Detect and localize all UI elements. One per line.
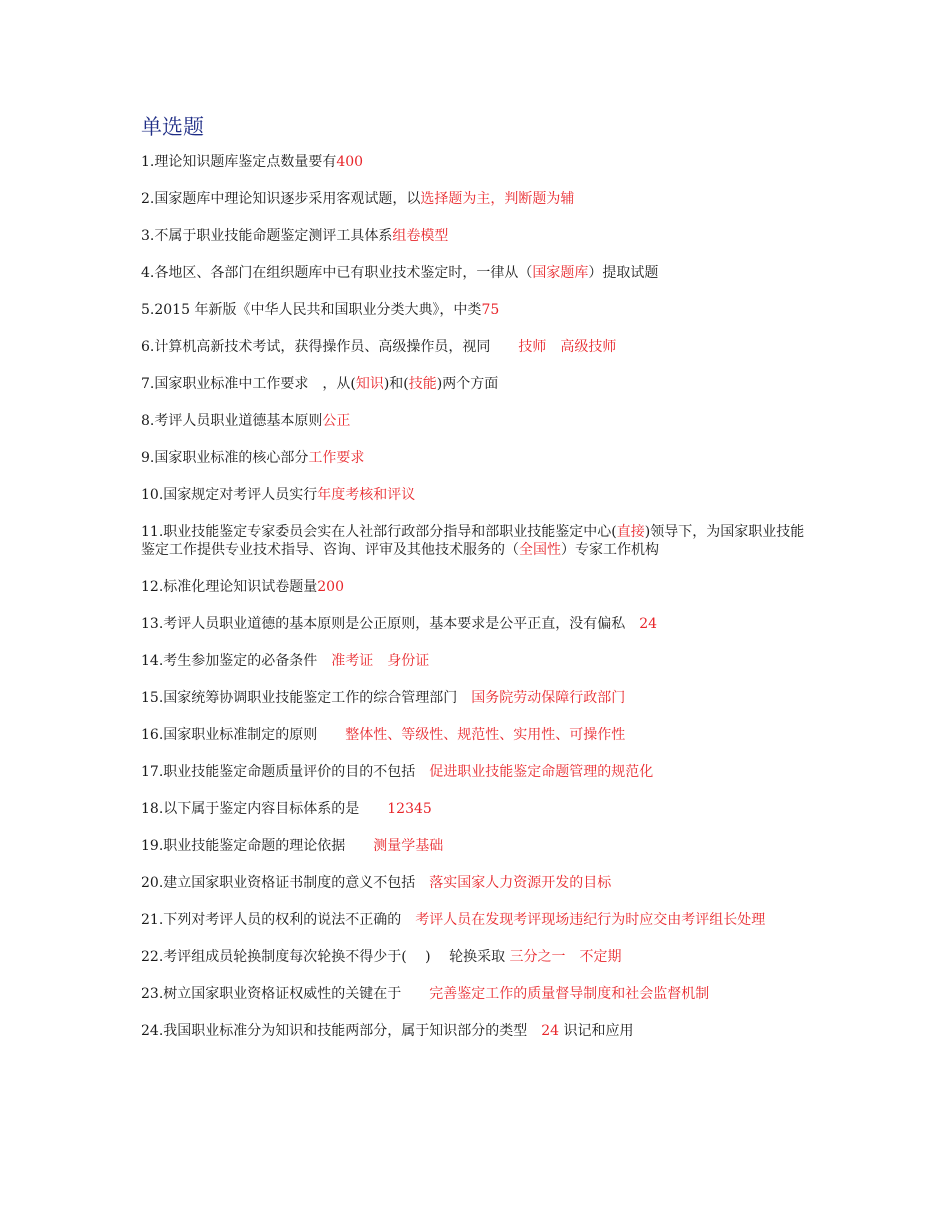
question-text: 树立国家职业资格证权威性的关键在于 (163, 986, 430, 1002)
question-number: 3. (141, 228, 155, 244)
answer-text: 技师 高级技师 (518, 339, 617, 355)
question-number: 9. (141, 450, 155, 466)
question-number: 21. (141, 912, 164, 928)
question-number: 23. (141, 986, 164, 1002)
section-title: 单选题 (141, 115, 204, 139)
question-text: )领导下，为国家职业技能鉴定工作提供专业技术指导、咨询、评审及其他技术服务的（ (141, 524, 805, 558)
question-number: 24. (141, 1023, 164, 1039)
question-item (141, 153, 811, 171)
question-item (141, 449, 811, 467)
answer-text: 促进职业技能鉴定命题管理的规范化 (429, 764, 654, 780)
answer-text: 落实国家人力资源开发的目标 (429, 875, 612, 891)
question-text: 不属于职业技能命题鉴定测评工具体系 (154, 228, 393, 244)
question-text: 2015 年新版《中华人民共和国职业分类大典》，中类 (154, 302, 482, 318)
question-item (141, 985, 811, 1003)
question-number: 16. (141, 727, 164, 743)
question-text: 我国职业标准分为知识和技能两部分，属于知识部分的类型 (163, 1023, 542, 1039)
question-item (141, 652, 811, 670)
question-number: 5. (141, 302, 155, 318)
question-item (141, 726, 811, 744)
answer-text: 知识 (355, 376, 384, 392)
question-number: 22. (141, 949, 164, 965)
question-item (141, 486, 811, 504)
question-number: 11. (141, 524, 164, 540)
question-text: 考评人员职业道德的基本原则是公正原则，基本要求是公平正直，没有偏私 (163, 616, 640, 632)
question-item (141, 578, 811, 596)
question-number: 10. (141, 487, 164, 503)
answer-text: 组卷模型 (392, 228, 449, 244)
question-item (141, 227, 811, 245)
question-text: 考生参加鉴定的必备条件 (163, 653, 332, 669)
question-text: 职业技能鉴定命题质量评价的目的不包括 (163, 764, 430, 780)
answer-text: 75 (481, 302, 500, 318)
answer-text: 准考证 身份证 (331, 653, 430, 669)
question-item (141, 689, 811, 707)
question-text: 计算机高新技术考试，获得操作员、高级操作员，视同 (154, 339, 519, 355)
answer-text: 24 (541, 1023, 560, 1039)
question-item (141, 874, 811, 892)
question-item (141, 301, 811, 319)
answer-text: 测量学基础 (373, 838, 444, 854)
answer-text: 考评人员在发现考评现场违纪行为时应交由考评组长处理 (415, 912, 766, 928)
answer-text: 200 (317, 579, 344, 595)
question-text: 职业技能鉴定专家委员会实在人社部行政部分指导和部职业技能鉴定中心( (163, 524, 617, 540)
question-text: )和( (383, 376, 409, 392)
question-text: 理论知识题库鉴定点数量要有 (154, 154, 337, 170)
question-number: 15. (141, 690, 164, 706)
question-number: 2. (141, 191, 155, 207)
question-text: 职业技能鉴定命题的理论依据 (163, 838, 374, 854)
question-text: 建立国家职业资格证书制度的意义不包括 (163, 875, 430, 891)
answer-text: 年度考核和评议 (317, 487, 416, 503)
question-text: 考评组成员轮换制度每次轮换不得少于( ) 轮换采取 (163, 949, 510, 965)
question-number: 4. (141, 265, 155, 281)
question-text: 国家统筹协调职业技能鉴定工作的综合管理部门 (163, 690, 472, 706)
question-list (141, 153, 811, 1040)
question-item (141, 1022, 811, 1040)
question-item (141, 523, 811, 559)
answer-text: 12345 (387, 801, 432, 817)
answer-text: 三分之一 不定期 (509, 949, 622, 965)
question-item (141, 800, 811, 818)
question-number: 18. (141, 801, 164, 817)
question-text: 考评人员职业道德基本原则 (154, 413, 323, 429)
question-text: )两个方面 (436, 376, 499, 392)
question-number: 12. (141, 579, 164, 595)
answer-text: 直接 (616, 524, 645, 540)
document-page (141, 112, 811, 1059)
answer-text: 国务院劳动保障行政部门 (471, 690, 626, 706)
question-text: 国家规定对考评人员实行 (163, 487, 318, 503)
question-text: 国家职业标准制定的原则 (163, 727, 346, 743)
question-number: 20. (141, 875, 164, 891)
question-item (141, 375, 811, 393)
question-number: 14. (141, 653, 164, 669)
question-number: 8. (141, 413, 155, 429)
question-text: 国家职业标准中工作要求 ，从( (154, 376, 356, 392)
answer-text: 选择题为主，判断题为辅 (420, 191, 575, 207)
question-text: ）专家工作机构 (561, 542, 659, 558)
question-item (141, 948, 811, 966)
question-item (141, 615, 811, 633)
question-number: 6. (141, 339, 155, 355)
answer-text: 完善鉴定工作的质量督导制度和社会监督机制 (429, 986, 710, 1002)
question-text: 各地区、各部门在组织题库中已有职业技术鉴定时，一律从（ (154, 265, 533, 281)
question-number: 19. (141, 838, 164, 854)
answer-text: 工作要求 (308, 450, 365, 466)
answer-text: 全国性 (519, 542, 561, 558)
question-text: 以下属于鉴定内容目标体系的是 (163, 801, 388, 817)
answer-text: 24 (639, 616, 658, 632)
question-number: 7. (141, 376, 155, 392)
question-item (141, 264, 811, 282)
question-item (141, 338, 811, 356)
answer-text: 公正 (322, 413, 351, 429)
question-text: 国家题库中理论知识逐步采用客观试题，以 (154, 191, 421, 207)
question-item (141, 412, 811, 430)
question-text: 国家职业标准的核心部分 (154, 450, 309, 466)
answer-text: 技能 (408, 376, 437, 392)
question-text: 识记和应用 (559, 1023, 634, 1039)
question-item (141, 911, 811, 929)
answer-text: 整体性、等级性、规范性、实用性、可操作性 (345, 727, 626, 743)
question-text: 标准化理论知识试卷题量 (163, 579, 318, 595)
answer-text: 400 (336, 154, 364, 170)
question-number: 13. (141, 616, 164, 632)
question-number: 17. (141, 764, 164, 780)
question-text: ）提取试题 (588, 265, 659, 281)
question-item (141, 763, 811, 781)
question-number: 1. (141, 154, 155, 170)
answer-text: 国家题库 (532, 265, 589, 281)
question-item (141, 837, 811, 855)
question-item (141, 190, 811, 208)
question-text: 下列对考评人员的权利的说法不正确的 (163, 912, 416, 928)
